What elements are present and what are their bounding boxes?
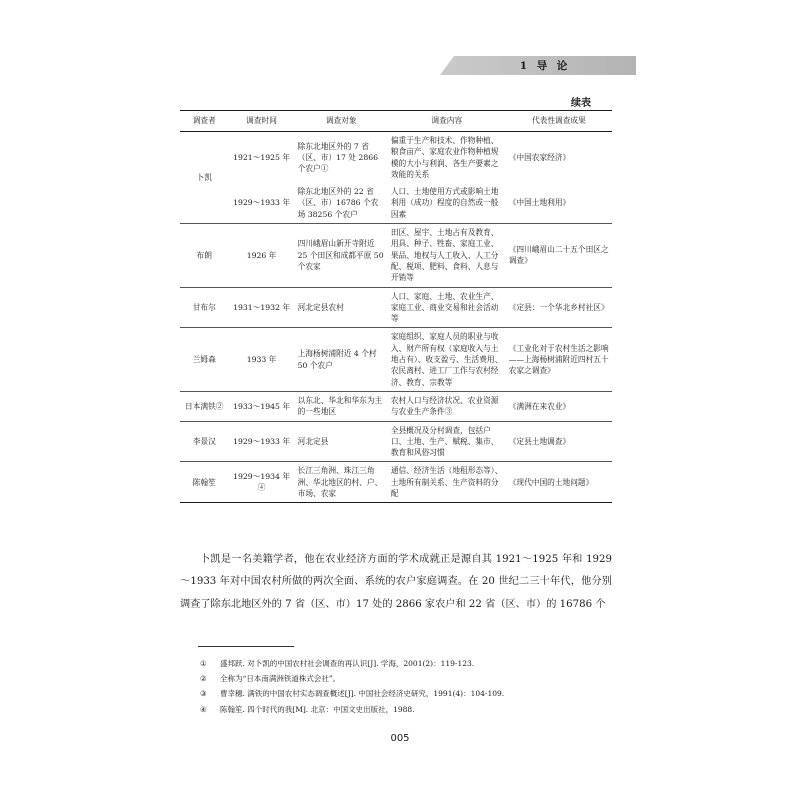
column-header-subject: 调查对象	[295, 111, 388, 132]
table-header-row	[180, 111, 612, 132]
footnote-mark: ①	[200, 659, 207, 668]
cell-investigator: 李景汉	[180, 421, 228, 462]
cell-time: 1926 年	[228, 224, 294, 287]
cell-subject: 除东北地区外的 7 省（区、市）17 处 2866 个农户①	[297, 141, 378, 174]
cell-investigator: 布朗	[180, 224, 228, 287]
cell-result: 《定县土地调查》	[506, 421, 612, 462]
cell-result: 《定县：一个华北乡村社区》	[506, 287, 612, 328]
cell-investigator: 陈翰笙	[180, 462, 228, 503]
column-header-time: 调查时间	[228, 111, 294, 132]
cell-content: 全县概况及分村调查，包括户口、土地、生产、赋税、集市、教育和风俗习惯	[388, 421, 506, 462]
cell-investigator: 甘布尔	[180, 287, 228, 328]
table-row	[180, 328, 612, 391]
footnote-text: 陈翰笙. 四个时代的我[M]. 北京：中国文史出版社，1988.	[220, 704, 415, 714]
cell-time: 1933～1945 年	[228, 391, 294, 421]
footnote	[200, 656, 504, 671]
cell-content: 人口、土地使用方式或影响土地利用（成功）程度的自然或一般因素	[388, 183, 506, 223]
cell-time: 1931～1932 年	[228, 287, 294, 328]
footnote	[200, 702, 504, 717]
running-header-title: 1 导 论	[519, 60, 571, 72]
table-row	[180, 183, 612, 223]
footnote-text: 曹幸穗. 满铁的中国农村实态调查概述[J]. 中国社会经济史研究，1991(4)：104-109.	[220, 689, 505, 699]
cell-time: 1929～1933 年	[228, 421, 294, 462]
cell-result: 《现代中国的土地问题》	[506, 462, 612, 503]
table-row	[180, 421, 612, 462]
survey-table	[180, 110, 612, 503]
column-header-result: 代表性调查成果	[506, 111, 612, 132]
footnote-mark: ④	[200, 704, 207, 714]
footnote-divider	[198, 646, 294, 647]
footnote-text: 全称为“日本南满洲铁道株式会社”。	[220, 674, 341, 684]
cell-subject: 长江三角洲、珠江三角洲、华北地区的村、户、市场、农家	[295, 462, 388, 503]
table-continued-label: 续表	[571, 98, 591, 109]
cell-investigator: 日本满铁②	[180, 391, 228, 421]
page-number: 005	[390, 733, 410, 744]
cell-subject: 以东北、华北和华东为主的一些地区	[295, 391, 388, 421]
column-header-content: 调查内容	[388, 111, 506, 132]
cell-subject: 除东北地区外的 22 省（区、市）16786 个农场 38256 个农户	[295, 183, 388, 223]
cell-content: 人口、家庭、土地、农业生产、家庭工业、商业交易和社会活动等	[388, 287, 506, 328]
cell-content: 通信、经济生活（地租形态等）、土地所有制关系、生产资料的分配	[388, 462, 506, 503]
table-row	[180, 224, 612, 287]
cell-time: 1933 年	[228, 328, 294, 391]
table-row	[180, 462, 612, 503]
cell-result: 《四川峨眉山二十五个田区之调查》	[506, 224, 612, 287]
cell-subject: 上海杨树浦附近 4 个村 50 个农户	[295, 328, 388, 391]
body-paragraph: 卜凯是一名美籍学者，他在农业经济方面的学术成就正是源自其 1921～1925 年和 1929～1933 年对中国农村所做的两次全面、系统的农户家庭调查。在 20 世纪二三十年代，他分别调查了除东北地区外的 7 省（区、市）17 处的 2866 家农户和 22 省（区、市）的 16786 个	[180, 554, 612, 610]
cell-investigator: 兰姆森	[180, 328, 228, 391]
footnote	[200, 686, 504, 701]
cell-subject: 四川峨眉山新开寺附近 25 个田区和成都平原 50 个农家	[295, 224, 388, 287]
table-row	[180, 287, 612, 328]
footnotes	[200, 656, 504, 717]
cell-investigator: 卜凯	[180, 132, 228, 224]
cell-result: 《满洲在来农业》	[506, 391, 612, 421]
cell-subject: 河北定县农村	[295, 287, 388, 328]
footnote	[200, 671, 504, 686]
cell-subject: 河北定县	[295, 421, 388, 462]
cell-result: 《工业化对于农村生活之影响——上海杨树浦附近四村五十农家之调查》	[506, 328, 612, 391]
cell-content: 偏重于生产和技术、作物种植、粮食亩产、家庭农业作物种植规模的大小与利润、各生产要素之效能的关系	[390, 136, 499, 179]
footnote-text: 盛邦跃. 对卜凯的中国农村社会调查的再认识[J]. 学海，2001(2)：119-123.	[220, 659, 475, 668]
footnote-mark: ③	[200, 689, 207, 699]
cell-time: 1929～1934 年④	[228, 462, 294, 503]
footnote-mark: ②	[200, 674, 207, 684]
running-header	[454, 56, 636, 75]
cell-time: 1921～1925 年	[233, 152, 291, 162]
cell-content: 农村人口与经济状况、农业资源与农业生产条件③	[388, 391, 506, 421]
cell-result: 《中国农家经济》	[508, 152, 571, 162]
cell-content: 家庭组织、家庭人员的职业与收入、财产所有权（家庭收入与土地占有）、收支盈亏、生活费用、农民离村、进工厂工作与农村经济、教育、宗教等	[388, 328, 506, 391]
cell-time: 1929～1933 年	[228, 183, 294, 223]
column-header-investigator: 调查者	[180, 111, 228, 132]
cell-content: 田区、屋宇、土地占有及教育、用具、种子、牲畜、家庭工业、果品、地权与人工收入、人工分配、税项、肥料、食料、人息与开销等	[388, 224, 506, 287]
table-row	[180, 391, 612, 421]
table-row	[180, 132, 612, 184]
cell-result: 《中国土地利用》	[506, 183, 612, 223]
